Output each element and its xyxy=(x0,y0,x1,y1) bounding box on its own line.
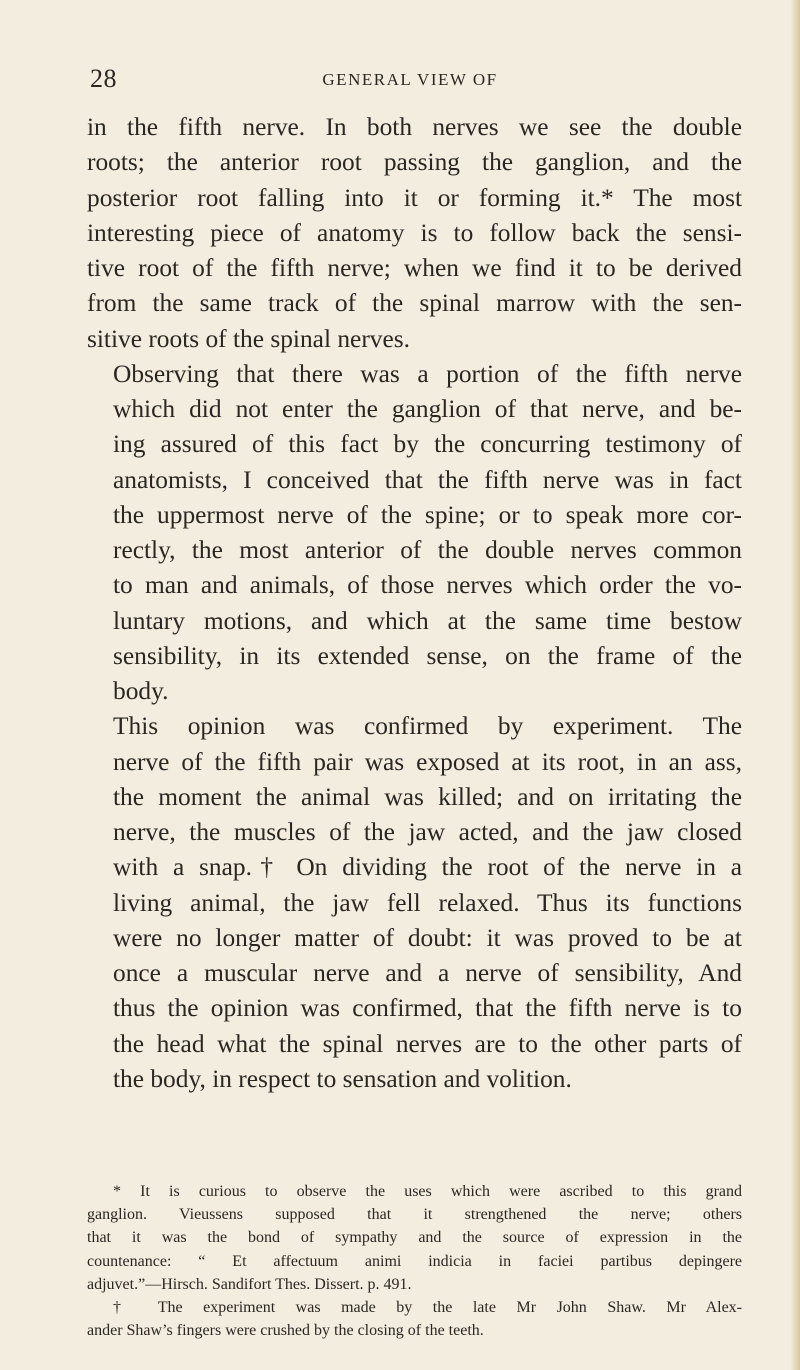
paragraph xyxy=(87,709,742,1097)
text-line: Observing that there was a portion of the fifth nerve xyxy=(113,359,742,388)
body-text xyxy=(87,110,742,1097)
text-line: sitive roots of the spinal nerves. xyxy=(87,324,410,353)
footnotes xyxy=(87,1180,742,1342)
text-line: the head what the spinal nerves are to the other parts of xyxy=(113,1029,742,1058)
text-line: rectly, the most anterior of the double nerves common xyxy=(113,536,742,564)
text-line: body. xyxy=(113,677,169,705)
text-line: thus the opinion was confirmed, that the fifth nerve is to xyxy=(113,994,742,1023)
text-line: with a snap.† On dividing the root of the nerve in a xyxy=(113,853,742,882)
text-line: interesting piece of anatomy is to follow back the sensi- xyxy=(87,218,742,247)
text-line: were no longer matter of doubt: it was proved to be at xyxy=(113,923,742,952)
footnote-line: that it was the bond of sympathy and the source of expression in the xyxy=(87,1229,742,1247)
text-line: the moment the animal was killed; and on irritating the xyxy=(113,782,742,811)
text-line: from the same track of the spinal marrow with the sen- xyxy=(87,289,742,318)
text-line: luntary motions, and which at the same time bestow xyxy=(113,606,742,635)
text-line: the uppermost nerve of the spine; or to speak more cor- xyxy=(113,500,742,529)
text-line: sensibility, in its extended sense, on the frame of the xyxy=(113,641,742,670)
footnote-line: countenance: “ Et affectuum animi indicia in faciei partibus depingere xyxy=(87,1252,742,1270)
footnote-line: † The experiment was made by the late Mr John Shaw. Mr Alex- xyxy=(113,1299,742,1317)
text-line: nerve of the fifth pair was exposed at its root, in an ass, xyxy=(113,747,742,776)
text-line: roots; the anterior root passing the ganglion, and the xyxy=(87,148,742,177)
paragraph xyxy=(87,110,742,357)
text-line: which did not enter the ganglion of that nerve, and be- xyxy=(113,395,742,423)
text-line: This opinion was confirmed by experiment. The xyxy=(113,712,742,741)
footnote-line: ganglion. Vieussens supposed that it strengthened the nerve; others xyxy=(87,1206,742,1224)
text-line: in the fifth nerve. In both nerves we see the double xyxy=(87,113,742,141)
text-line: anatomists, I conceived that the fifth nerve was in fact xyxy=(113,465,742,494)
footnote-line: * It is curious to observe the uses which were ascribed to this grand xyxy=(113,1183,742,1200)
page-edge-shadow xyxy=(790,0,800,1370)
text-line: the body, in respect to sensation and volition. xyxy=(113,1064,572,1093)
text-line: nerve, the muscles of the jaw acted, and the jaw closed xyxy=(113,818,742,846)
footnote xyxy=(87,1180,742,1296)
page-header xyxy=(90,64,730,94)
footnote-line: ander Shaw’s fingers were crushed by the closing of the teeth. xyxy=(87,1322,484,1340)
text-line: posterior root falling into it or forming it.* The most xyxy=(87,183,742,212)
footnote-line: adjuvet.”—Hirsch. Sandifort Thes. Dissert. p. 491. xyxy=(87,1275,412,1293)
text-line: tive root of the fifth nerve; when we find it to be derived xyxy=(87,254,742,282)
page-number: 28 xyxy=(90,64,117,93)
text-line: ing assured of this fact by the concurring testimony of xyxy=(113,430,742,459)
text-line: living animal, the jaw fell relaxed. Thus its functions xyxy=(113,888,742,917)
footnote xyxy=(87,1296,742,1342)
text-line: to man and animals, of those nerves which order the vo- xyxy=(113,571,742,600)
text-line: once a muscular nerve and a nerve of sensibility, And xyxy=(113,959,742,987)
paragraph xyxy=(87,357,742,710)
running-title: GENERAL VIEW OF xyxy=(322,70,498,89)
